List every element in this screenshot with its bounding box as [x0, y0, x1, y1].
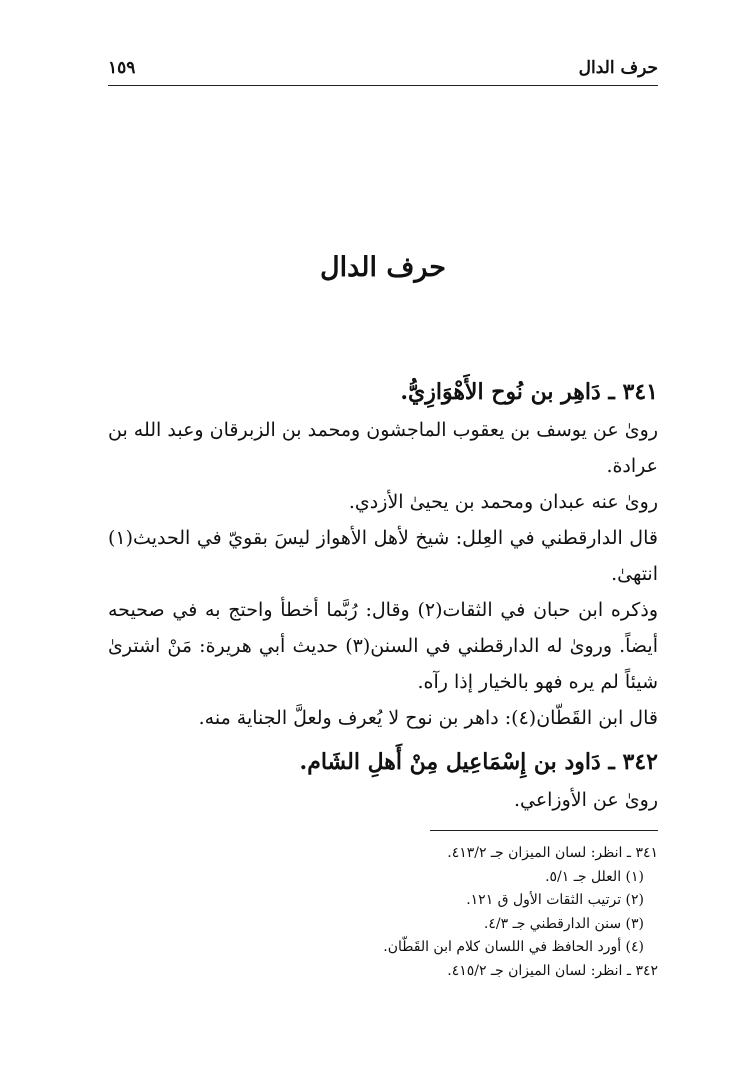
- paragraph: رویٰ عن الأوزاعي.: [513, 789, 658, 811]
- footnote-item: (٤) أورد الحافظ في اللسان كلام ابن القَطّان.: [383, 939, 644, 955]
- chapter-title: حرف الدال: [320, 252, 446, 283]
- footnotes: [258, 842, 658, 983]
- running-header: [108, 52, 658, 86]
- paragraph: وذكره ابن حبان في الثقات(٢) وقال: رُبَّما أخطأ واحتج به في صحيحه أيضاً. وروىٰ له الدارقطني في السنن(٣) حديث أبي هريرة: مَنْ اشترىٰ شيئاً لم يره فهو بالخيار إذا رآه.: [108, 599, 658, 693]
- footnote-item: (٣) سنن الدارقطني جـ ٤/٣.: [483, 915, 644, 932]
- paragraph: روىٰ عنه عبدان ومحمد بن يحيىٰ الأزدي.: [348, 491, 658, 513]
- footnote-rule: [430, 830, 658, 831]
- paragraph: قال ابن القَطّان(٤): داهر بن نوح لا يُعرف ولعلَّ الجناية منه.: [198, 707, 658, 729]
- header-rule: [108, 85, 658, 86]
- entry-heading-341: ٣٤١ ـ دَاهِر بن نُوح الأَهْوَازِيُّ.: [400, 379, 658, 405]
- paragraph: رویٰ عن یوسف بن یعقوب الماجشون ومحمد بن الزبرقان وعبد الله بن عرادة.: [108, 419, 658, 477]
- footnote-item: (١) العلل جـ ٥/١.: [545, 868, 644, 885]
- footnote-item: (٢) ترتيب الثقات الأول ق ١٢١.: [466, 892, 644, 908]
- footnote-item: ٣٤٢ ـ انظر: لسان الميزان جـ ٤١٥/٢.: [447, 962, 658, 979]
- running-header-title: حرف الدال: [578, 58, 658, 78]
- entry-heading-342: ٣٤٢ ـ دَاود بن إِسْمَاعِيل مِنْ أَهلِ الشَام.: [299, 749, 658, 775]
- paragraph: قال الدارقطني في العِلل: شيخ لأهل الأهواز ليسَ بقويّ في الحديث(١) انتهىٰ.: [108, 527, 658, 585]
- footnote-item: ٣٤١ ـ انظر: لسان الميزان جـ ٤١٣/٢.: [447, 845, 658, 861]
- main-text: [108, 372, 658, 818]
- page-number: ١٥٩: [108, 58, 136, 78]
